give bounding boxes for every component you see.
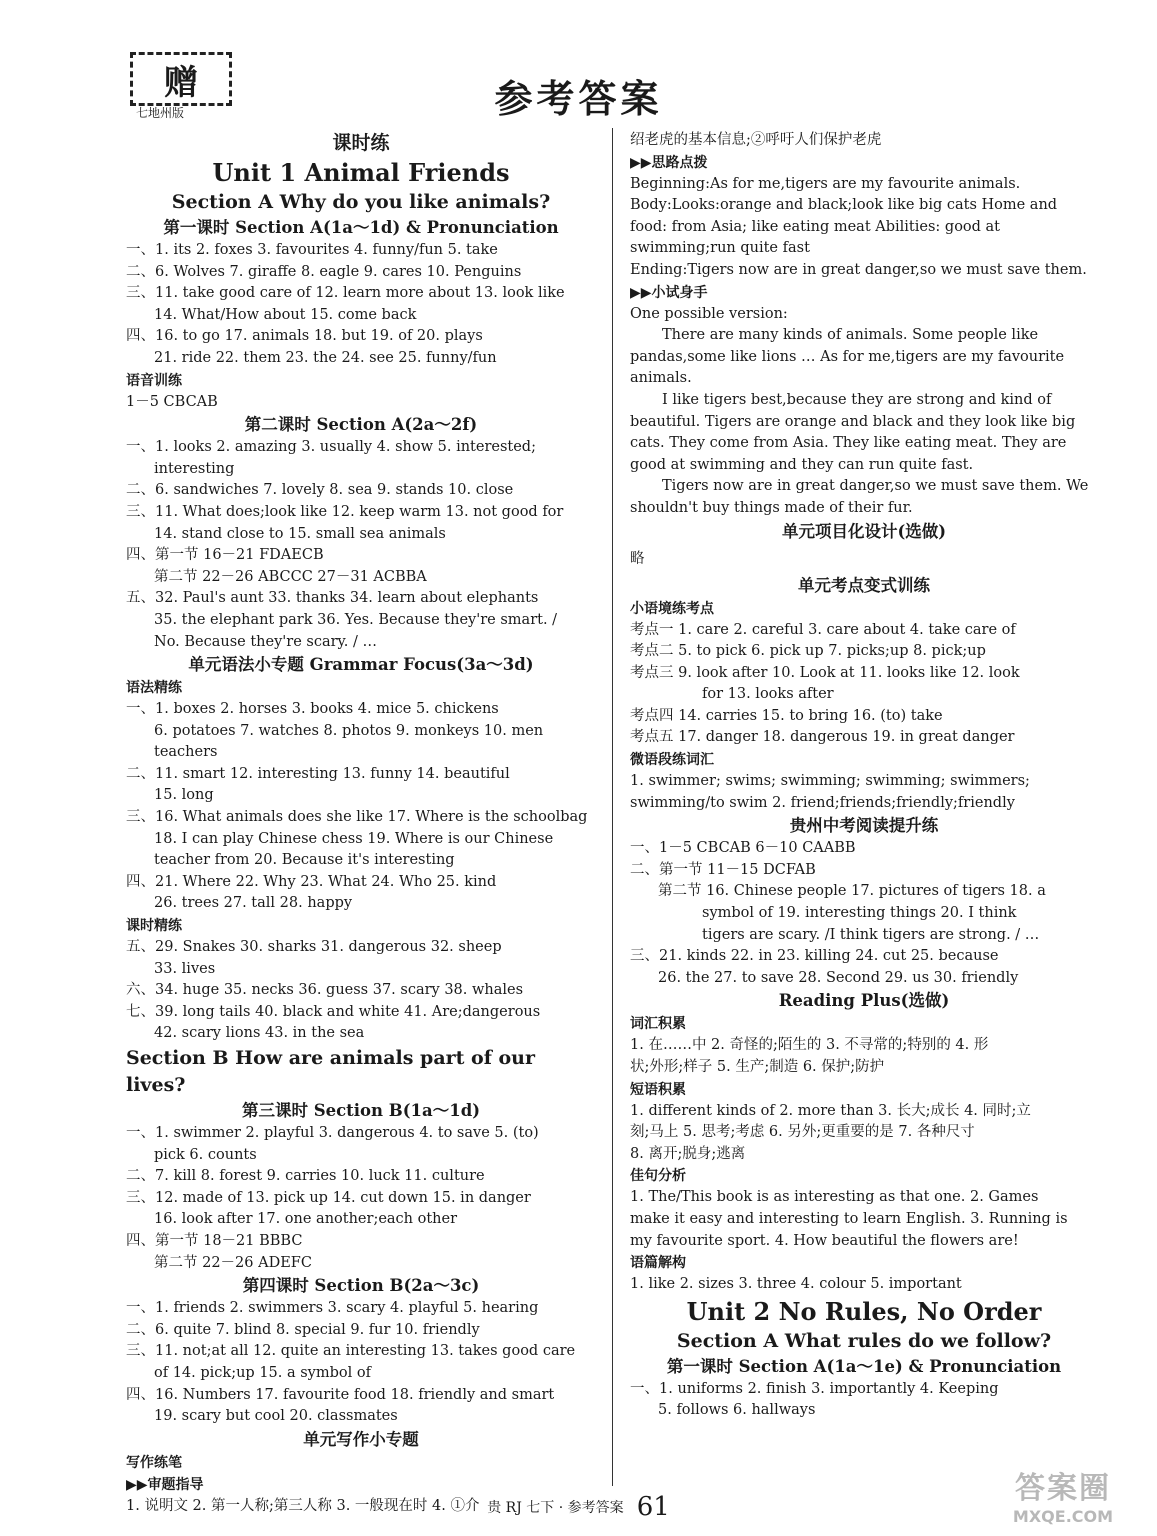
answer-line: 六、34. huge 35. necks 36. guess 37. scary 38. whales (126, 982, 524, 999)
micro-para-label: 微语段练词汇 (630, 752, 714, 769)
outline-line: food: from Asia; like eating meat Abilities: good at (630, 218, 1001, 235)
omitted-text: 略 (630, 550, 645, 567)
answer-line: 1. swimmer; swims; swimming; swimming; swimmers; (630, 773, 1030, 790)
outline-line: Ending:Tigers now are in great danger,so we must save them. (630, 261, 1087, 278)
answer-line: 二、6. quite 7. blind 8. special 9. fur 10. friendly (126, 1321, 480, 1338)
outline-line: Beginning:As for me,tigers are my favourite animals. (630, 175, 1021, 192)
answer-line: 三、21. kinds 22. in 23. killing 24. cut 25. because (630, 948, 999, 965)
answer-line: 四、第一节 16－21 FDAECB (126, 547, 324, 564)
grammar-label: 语法精练 (126, 680, 182, 697)
try-label: ▶▶小试身手 (630, 284, 708, 301)
answer-line: symbol of 19. interesting things 20. I think (702, 905, 1017, 922)
lesson1-heading: 第一课时 Section A(1a～1d) & Pronunciation (163, 218, 559, 237)
sentence-label: 佳句分析 (630, 1168, 686, 1185)
answer-line: 二、11. smart 12. interesting 13. funny 14. beautiful (126, 765, 510, 782)
answer-line: 一、1－5 CBCAB 6－10 CAABB (630, 840, 856, 857)
answer-line: of 14. pick;up 15. a symbol of (154, 1364, 371, 1381)
answer-line: 1－5 CBCAB (126, 393, 218, 410)
answer-line: 14. stand close to 15. small sea animals (154, 525, 446, 542)
answer-line: interesting (154, 460, 235, 477)
section-a-heading: Section A Why do you like animals? (171, 191, 551, 213)
answer-line: 15. long (154, 787, 214, 804)
essay-paragraph: There are many kinds of animals. Some people like pandas,some like lions … As for me,tigers are my favourite animals. (630, 327, 1065, 387)
gift-stamp: 赠 (130, 52, 232, 106)
answer-line: make it easy and interesting to learn English. 3. Running is (630, 1210, 1068, 1227)
answer-line: 七、39. long tails 40. black and white 41. Are;dangerous (126, 1003, 541, 1020)
lesson2-heading: 第二课时 Section A(2a～2f) (244, 415, 478, 435)
answer-line: 四、21. Where 22. Why 23. What 24. Who 25. kind (126, 873, 497, 890)
answer-line: 状;外形;样子 5. 生产;制造 6. 保护;防护 (630, 1059, 885, 1075)
project-heading: 单元项目化设计(选做) (781, 521, 947, 541)
grammar-heading: 单元语法小专题 Grammar Focus(3a～3d) (188, 655, 534, 675)
lesson4-heading: 第四课时 Section B(2a～3c) (242, 1276, 480, 1296)
answer-line: 5. follows 6. hallways (658, 1402, 816, 1419)
lesson-practice-label: 课时精练 (126, 918, 182, 935)
answer-line: 14. What/How about 15. come back (154, 306, 417, 323)
answer-line: 一、1. looks 2. amazing 3. usually 4. show 5. interested; (126, 439, 536, 456)
answer-line: 三、12. made of 13. pick up 14. cut down 15. in danger (126, 1189, 531, 1206)
answer-line: 6. potatoes 7. watches 8. photos 9. monkeys 10. men (154, 722, 544, 739)
outline-line: swimming;run quite fast (630, 240, 810, 257)
answer-line: 一、1. its 2. foxes 3. favourites 4. funny/fun 5. take (126, 242, 498, 258)
phrase-label: 短语积累 (630, 1081, 686, 1098)
lesson3-heading: 第三课时 Section B(1a～1d) (241, 1101, 481, 1120)
unit2-lesson1-heading: 第一课时 Section A(1a～1e) & Pronunciation (666, 1356, 1062, 1376)
answer-line: 四、第一节 18－21 BBBC (126, 1232, 303, 1249)
answer-line: 26. the 27. to save 28. Second 29. us 30. friendly (658, 969, 1019, 986)
answer-line: 绍老虎的基本信息;②呼吁人们保护老虎 (630, 132, 882, 148)
answer-line: 四、16. Numbers 17. favourite food 18. friendly and smart (126, 1386, 555, 1403)
answer-line: 三、11. take good care of 12. learn more about 13. look like (126, 285, 565, 302)
answer-line: 33. lives (154, 960, 216, 977)
answer-line: 四、16. to go 17. animals 18. but 19. of 20. plays (126, 328, 483, 345)
guide-label: ▶▶审题指导 (126, 1476, 204, 1493)
answer-line: swimming/to swim 2. friend;friends;friendly;friendly (630, 794, 1015, 811)
watermark-title: 答案圈 (1015, 1471, 1111, 1506)
answer-line: 二、6. sandwiches 7. lovely 8. sea 9. stands 10. close (126, 482, 514, 499)
answer-line: 第二节 22－26 ABCCC 27－31 ACBBA (154, 568, 427, 585)
page-title: 参考答案 (494, 77, 663, 121)
vocab-label: 词汇积累 (630, 1016, 686, 1033)
watermark (1003, 1463, 1123, 1526)
writing-label: 写作练笔 (126, 1454, 182, 1471)
answer-line: 第二节 16. Chinese people 17. pictures of tigers 18. a (658, 883, 1046, 900)
phonics-label: 语音训练 (126, 372, 182, 389)
answer-line: 26. trees 27. tall 28. happy (154, 895, 353, 912)
answer-line: No. Because they're scary. / … (154, 633, 378, 650)
answer-line: 五、29. Snakes 30. sharks 31. dangerous 32. sheep (126, 939, 502, 956)
reading-plus-heading: Reading Plus(选做) (778, 991, 950, 1011)
answer-line: 42. scary lions 43. in the sea (154, 1025, 365, 1042)
page-number: 61 (636, 1492, 670, 1522)
answer-line: 8. 离开;脱身;逃离 (630, 1145, 746, 1162)
right-column (630, 130, 1098, 1422)
practice-heading: 课时练 (332, 132, 390, 154)
answer-line: 考点四 14. carries 15. to bring 16. (to) take (630, 707, 943, 724)
answer-line: 一、1. friends 2. swimmers 3. scary 4. playful 5. hearing (126, 1300, 539, 1317)
answer-line: 第二节 22－26 ADEFC (154, 1254, 312, 1271)
outline-line: Body:Looks:orange and black;look like big cats Home and (630, 197, 1058, 214)
answer-line: 三、16. What animals does she like 17. Where is the schoolbag (126, 809, 588, 826)
reading-heading: 贵州中考阅读提升练 (789, 816, 939, 836)
variation-heading: 单元考点变式训练 (798, 575, 930, 595)
answer-line: 1. 说明文 2. 第一人称;第三人称 3. 一般现在时 4. ①介 (126, 1497, 480, 1514)
context-label: 小语境练考点 (630, 600, 714, 617)
answer-line: 考点三 9. look after 10. Look at 11. looks like 12. look (630, 664, 1020, 681)
discourse-label: 语篇解构 (630, 1255, 686, 1272)
answer-line: 16. look after 17. one another;each other (154, 1211, 458, 1228)
answer-line: 二、6. Wolves 7. giraffe 8. eagle 9. cares 10. Penguins (126, 263, 522, 280)
answer-line: 1. The/This book is as interesting as that one. 2. Games (630, 1189, 1039, 1206)
thinking-label: ▶▶思路点拨 (630, 154, 708, 171)
answer-line: 刻;马上 5. 思考;考虑 6. 另外;更重要的是 7. 各种尺寸 (630, 1124, 975, 1141)
answer-line: 35. the elephant park 36. Yes. Because they're smart. / (154, 611, 558, 628)
answer-line: 19. scary but cool 20. classmates (154, 1408, 398, 1425)
answer-line: tigers are scary. /I think tigers are strong. / … (702, 926, 1040, 943)
answer-line: 考点五 17. danger 18. dangerous 19. in great danger (630, 729, 1015, 746)
essay-paragraph: I like tigers best,because they are strong and kind of beautiful. Tigers are orange and black and they look like big cats. They come from Asia. They like eating meat. They are good at swimming and they can run quite fast. (630, 391, 1076, 473)
answer-line: 三、11. What does;look like 12. keep warm 13. not good for (126, 503, 564, 520)
answer-line: 二、7. kill 8. forest 9. carries 10. luck 11. culture (126, 1168, 485, 1185)
answer-line: 考点二 5. to pick 6. pick up 7. picks;up 8. pick;up (630, 643, 986, 660)
answer-line: my favourite sport. 4. How beautiful the flowers are! (630, 1232, 1019, 1249)
writing-heading: 单元写作小专题 (303, 1429, 419, 1449)
version-label: One possible version: (630, 305, 788, 322)
answer-line: 18. I can play Chinese chess 19. Where is our Chinese (154, 830, 554, 847)
unit1-heading: Unit 1 Animal Friends (212, 158, 510, 187)
section-b-heading: Section B How are animals part of our lives? (126, 1047, 536, 1096)
answer-line: 五、32. Paul's aunt 33. thanks 34. learn about elephants (126, 590, 539, 607)
answer-line: 一、1. uniforms 2. finish 3. importantly 4. Keeping (630, 1380, 999, 1397)
column-divider (612, 128, 613, 1486)
footer-text: 贵 RJ 七下 · 参考答案 (487, 1500, 624, 1516)
answer-line: teacher from 20. Because it's interesting (154, 852, 455, 869)
answer-line: 1. like 2. sizes 3. three 4. colour 5. important (630, 1276, 962, 1293)
answer-line: teachers (154, 744, 218, 761)
unit2-section-a-heading: Section A What rules do we follow? (676, 1329, 1052, 1352)
watermark-url: MXQE.COM (1012, 1507, 1114, 1526)
page-footer (0, 1492, 1157, 1522)
answer-line: 1. 在……中 2. 奇怪的;陌生的 3. 不寻常的;特别的 4. 形 (630, 1037, 989, 1054)
essay-paragraph: Tigers now are in great danger,so we must save them. We shouldn't buy things made of their fur. (630, 478, 1089, 516)
answer-line: 二、第一节 11－15 DCFAB (630, 861, 816, 878)
unit2-heading: Unit 2 No Rules, No Order (686, 1296, 1042, 1326)
answer-line: 三、11. not;at all 12. quite an interesting 13. takes good care (126, 1343, 576, 1360)
answer-line: 一、1. swimmer 2. playful 3. dangerous 4. to save 5. (to) (126, 1125, 539, 1141)
answer-line: 一、1. boxes 2. horses 3. books 4. mice 5. chickens (126, 701, 499, 718)
answer-line: 21. ride 22. them 23. the 24. see 25. funny/fun (154, 349, 497, 366)
edition-label: 七地州版 (136, 106, 185, 120)
answer-line: 考点一 1. care 2. careful 3. care about 4. take care of (630, 621, 1016, 638)
answer-line: pick 6. counts (154, 1146, 257, 1163)
answer-line: 1. different kinds of 2. more than 3. 长大;成长 4. 同时;立 (630, 1102, 1031, 1119)
left-column (126, 130, 596, 1517)
answer-line: for 13. looks after (702, 686, 834, 703)
